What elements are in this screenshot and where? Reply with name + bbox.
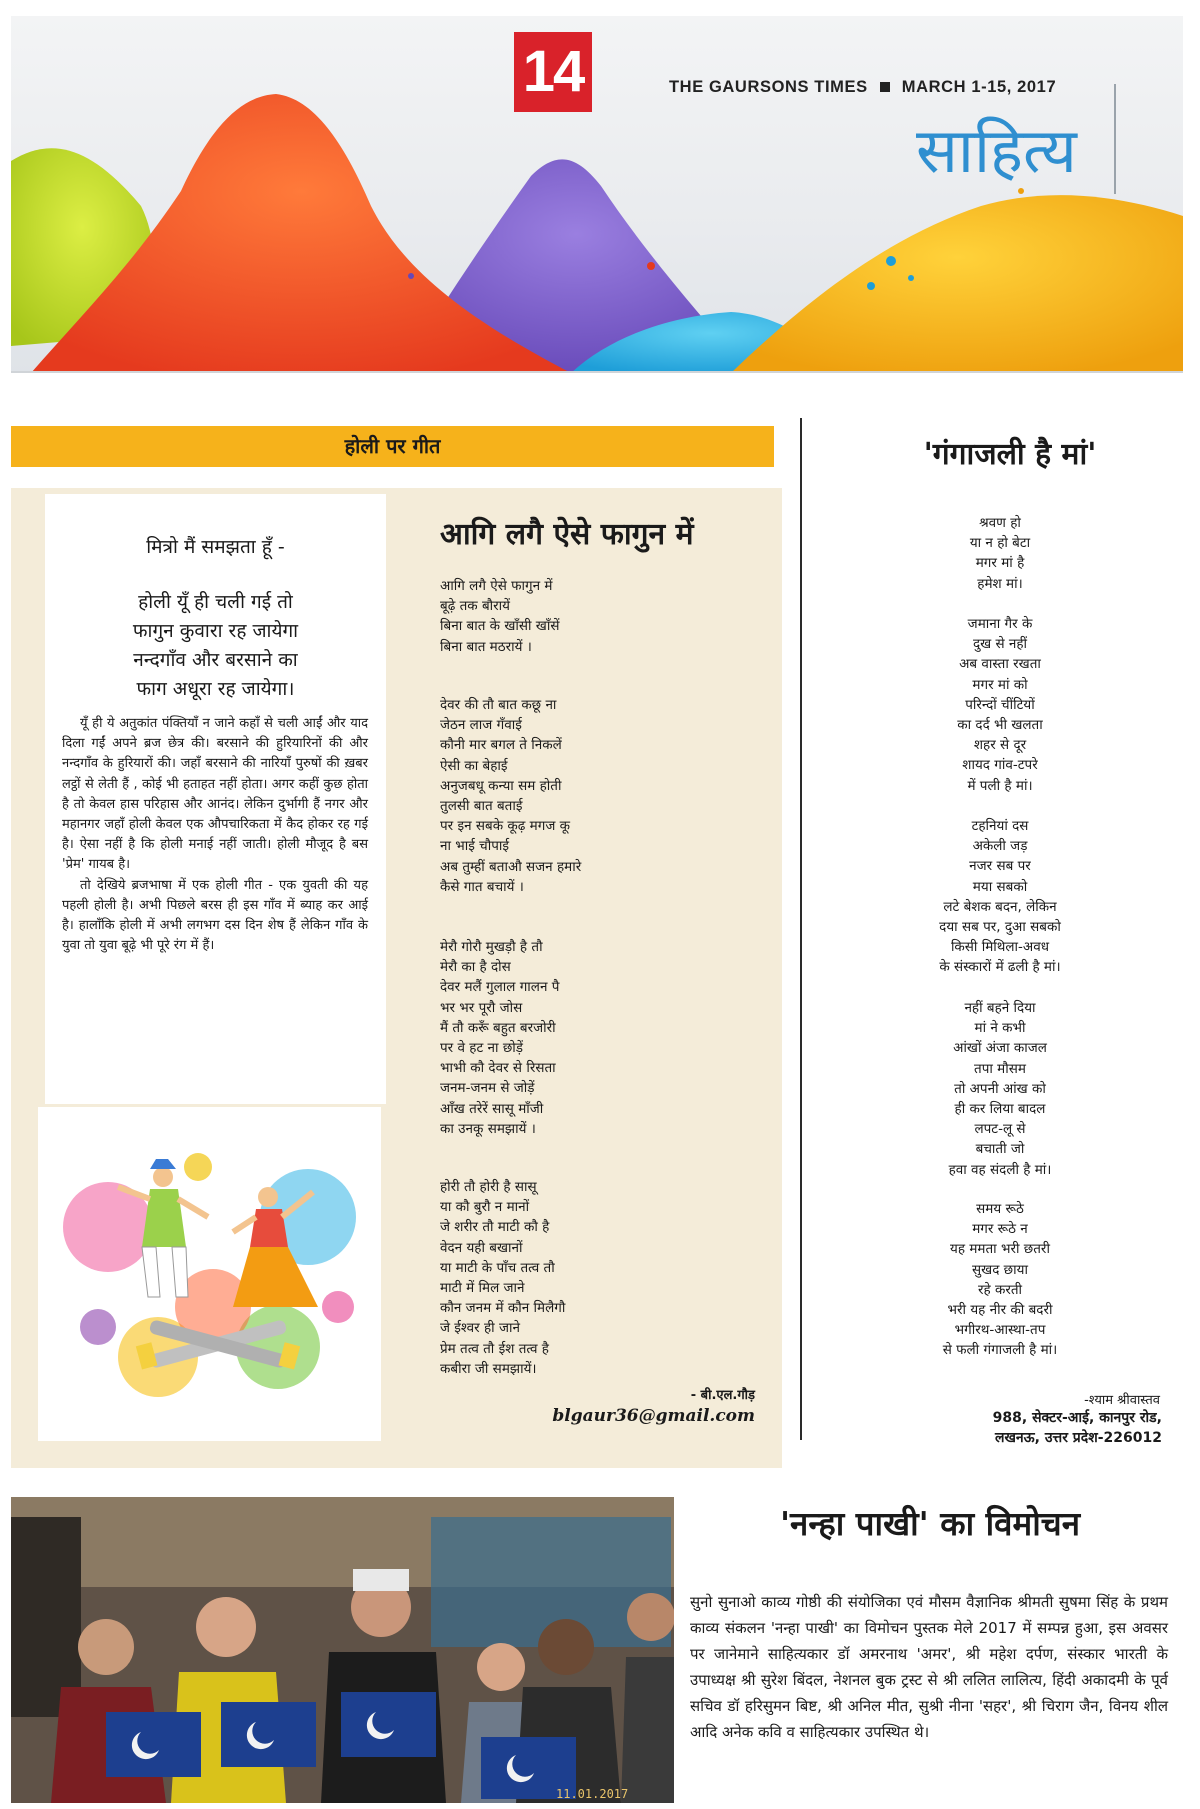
poem-line: बिना बात के खाँसी खाँसें bbox=[440, 618, 560, 635]
masthead-rule bbox=[1114, 84, 1116, 194]
poem-line: या माटी के पाँच तत्व तौ bbox=[440, 1259, 555, 1276]
article-title: 'नन्हा पाखी' का विमोचन bbox=[779, 1504, 1081, 1543]
poem-line: पर इन सबके कूढ़ मगज कू bbox=[440, 818, 570, 835]
poem-line: अब वास्ता रखता bbox=[959, 656, 1041, 673]
poem-line: मेरौ गोरौ मुखड़ौ है तौ bbox=[440, 939, 543, 955]
poem-line: कबीरा जी समझायें। bbox=[440, 1360, 537, 1377]
poem-line: अब तुम्हीं बताऔ सजन हमारे bbox=[440, 858, 582, 875]
poem-stanza bbox=[440, 1177, 760, 1379]
poem-line: नजर सब पर bbox=[969, 858, 1031, 875]
verse-line: नन्दगाँव और बरसाने का bbox=[133, 649, 298, 671]
poem-line: का दर्द भी खलता bbox=[957, 717, 1043, 734]
poem-line: परिन्दों चींटियों bbox=[965, 696, 1035, 713]
verse-line: फागुन कुवारा रह जायेगा bbox=[132, 620, 299, 642]
header-banner bbox=[11, 16, 1183, 373]
poem-line: आंखों अंजा काजल bbox=[953, 1040, 1047, 1057]
masthead bbox=[669, 78, 1056, 97]
poem-line: आँख तरेरें सासू माँजी bbox=[440, 1100, 544, 1117]
poem-line: बिना बात मठरायें । bbox=[440, 638, 532, 655]
holi-banner bbox=[11, 426, 774, 467]
poem-line: से फली गंगाजली है मां। bbox=[942, 1342, 1058, 1359]
poem-line: नहीं बहने दिया bbox=[964, 1000, 1036, 1016]
poem-line: वेदन यही बखानों bbox=[440, 1239, 523, 1256]
author-email: blgaur36@gmail.com bbox=[552, 1406, 755, 1426]
intro-verse bbox=[45, 588, 386, 704]
poem-line: भगीरथ-आस्था-तप bbox=[954, 1322, 1046, 1339]
poem-line: मैं तौ करूँ बहुत बरजोरी bbox=[440, 1019, 556, 1036]
dancers-art-image bbox=[38, 1107, 381, 1441]
poem-line: या कौ बुरौ न मानों bbox=[440, 1199, 530, 1216]
poem-line: अनुजबधू कन्या सम होती bbox=[440, 777, 562, 794]
poem-line: बूढ़े तक बौरायें bbox=[440, 598, 511, 615]
ganga-stanza bbox=[880, 614, 1120, 796]
poem-line: मां ने कभी bbox=[974, 1020, 1026, 1037]
poem-line: लपट-लू से bbox=[974, 1121, 1026, 1138]
book-cover-icon bbox=[221, 1702, 316, 1767]
poem-line: दुख से नहीं bbox=[972, 636, 1028, 653]
holi-dancers-illustration bbox=[38, 1107, 381, 1441]
poem-line: ना भाई चौपाई bbox=[440, 838, 510, 855]
poem-line: के संस्कारों में ढली है मां। bbox=[939, 959, 1061, 976]
poem-line: भर भर पूरौ जोस bbox=[440, 999, 523, 1016]
intro-paragraph: तो देखिये ब्रजभाषा में एक होली गीत - एक युवती की यह पहली होली है। अभी पिछले बरस ही इस गाँव में ब्याह कर आई है। हालाँकि होली में अभी लगभग दस दिन शेष हैं लेकिन गाँव के युवा तो युवा बूढ़े भी पूरे रंग में हैं। bbox=[62, 877, 368, 954]
page-number: 14 bbox=[514, 32, 592, 112]
poem-title: आगि लगै ऐसे फागुन में bbox=[440, 517, 694, 552]
poem-line: कौनी मार बगल ते निकलें bbox=[440, 737, 562, 754]
poem-line: का उनकू समझायें । bbox=[440, 1120, 536, 1137]
poem-line: मगर मां को bbox=[972, 676, 1028, 693]
ganga-stanza bbox=[880, 1199, 1120, 1361]
book-cover-icon bbox=[106, 1712, 201, 1777]
poem-stanza bbox=[440, 576, 760, 657]
issue-date: MARCH 1-15, 2017 bbox=[901, 78, 1057, 96]
poem-line: होरी तौ होरी है सासू bbox=[440, 1179, 537, 1195]
article-body: सुनो सुनाओ काव्य गोष्ठी की संयोजिका एवं मौसम वैज्ञानिक श्रीमती सुषमा सिंह के प्रथम काव्य संकलन 'नन्हा पाखी' का विमोचन पुस्तक मेले 2017 में सम्पन्न हुआ, इस अवसर पर जानेमाने साहित्यकार डॉ अमरनाथ 'अमर', श्री महेश दर्पण, संस्कार भारती के उपाध्यक्ष श्री सुरेश बिंदल, नेशनल बुक ट्रस्ट से श्री ललित लालित्य, हिंदी अकादमी के पूर्व सचिव डॉ हरिसुमन बिष्ट, श्री अनिल मीत, सुश्री नीना 'सहर', श्री चिराग जैन, विनय शील आदि अनेक कवि व साहित्यकार उपस्थित थे। bbox=[690, 1593, 1168, 1741]
poem-line: या न हो बेटा bbox=[969, 535, 1031, 552]
poem-line: तपा मौसम bbox=[974, 1060, 1026, 1077]
poem-line: देवर मलैं गुलाल गालन पै bbox=[440, 979, 560, 996]
poem-line: जमाना गैर के bbox=[967, 616, 1033, 632]
intro-title: मित्रो मैं समझता हूँ - bbox=[146, 536, 285, 558]
poem-line: माटी में मिल जाने bbox=[440, 1280, 525, 1297]
poem-line: हमेश मां। bbox=[977, 575, 1023, 592]
poem-line: देवर की तौ बात कछू ना bbox=[440, 697, 557, 713]
book-cover-icon bbox=[341, 1692, 436, 1757]
ganga-author: -श्याम श्रीवास्तव bbox=[1084, 1393, 1160, 1408]
holi-banner-label: होली पर गीत bbox=[344, 434, 441, 458]
intro-paragraph: यूँ ही ये अतुकांत पंक्तियाँ न जाने कहाँ से चली आईं और याद दिला गईं अपने ब्रज छेत्र की। बरसाने की हुरियारिनों की और नन्दगाँव के हुरियारों की। जहाँ बरसाने की नारियाँ पुरुषों की ख़बर लट्ठों से लेती हैं , कोई भी हताहत नहीं होता। अगर कहीं कुछ होता है तो केवल हास परिहास और आनंद। लेकिन दुर्भागी हैं नगर और महानगर जहाँ होली केवल एक औपचारिकता में कैद होकर रह गई है। ऐसा नहीं है कि होली मनाई नहीं जाती। होली मौजूद है बस 'प्रेम' गायब है। bbox=[62, 716, 368, 873]
poem-line: शहर से दूर bbox=[973, 737, 1027, 754]
poem-line: बचाती जो bbox=[975, 1141, 1025, 1158]
holi-color-powder-image bbox=[11, 16, 1183, 373]
intro-body bbox=[62, 714, 368, 956]
poem-line: रहे करती bbox=[977, 1281, 1023, 1298]
poem-line: मगर मां है bbox=[975, 555, 1025, 572]
poem-line: जे शरीर तौ माटी कौ है bbox=[440, 1219, 550, 1236]
ganga-address bbox=[900, 1408, 1162, 1448]
poem-author: - बी.एल.गौड़ bbox=[690, 1388, 755, 1403]
photo-timestamp: 11.01.2017 bbox=[556, 1787, 629, 1801]
ganga-stanza bbox=[880, 816, 1120, 978]
poem-line: श्रवण हो bbox=[979, 515, 1021, 531]
launch-photo-image bbox=[11, 1497, 674, 1803]
column-divider bbox=[800, 418, 802, 1440]
poem-line: जनम-जनम से जोड़ें bbox=[440, 1080, 535, 1097]
poem-line: प्रेम तत्व तौ ईश तत्व है bbox=[440, 1340, 549, 1357]
poem-line: तो अपनी आंख को bbox=[954, 1080, 1046, 1097]
poem-line: किसी मिथिला-अवध bbox=[950, 939, 1050, 956]
poem-line: ही कर लिया बादल bbox=[954, 1101, 1046, 1118]
person-6-icon bbox=[621, 1593, 674, 1803]
poem-line: कौन जनम में कौन मिलैगौ bbox=[440, 1300, 566, 1317]
poem-line: यह ममता भरी छतरी bbox=[950, 1241, 1050, 1258]
poem-line: शायद गांव-टपरे bbox=[962, 757, 1038, 774]
separator-square-icon bbox=[880, 82, 890, 92]
poem-line: में पली है मां। bbox=[967, 777, 1033, 794]
poem-line: पर वे हट ना छोड़ें bbox=[440, 1040, 524, 1057]
poem-line: तुलसी बात बताई bbox=[440, 798, 523, 815]
poem-line: टहनियां दस bbox=[971, 818, 1029, 834]
ganga-stanza bbox=[880, 513, 1120, 594]
poem-line: आगि लगै ऐसे फागुन में bbox=[440, 578, 553, 594]
poem-stanza bbox=[440, 937, 760, 1139]
verse-line: होली यूँ ही चली गई तो bbox=[138, 591, 293, 613]
address-line: 988, सेक्टर-आई, कानपुर रोड, bbox=[992, 1410, 1162, 1426]
poem-line: लटे बेशक बदन, लेकिन bbox=[943, 898, 1057, 915]
publication-name: THE GAURSONS TIMES bbox=[669, 78, 868, 96]
poem-line: जेठन लाज गँवाई bbox=[440, 717, 522, 734]
poem-line: अकेली जड़ bbox=[972, 838, 1028, 855]
poem-line: हवा वह संदली है मां। bbox=[948, 1161, 1052, 1178]
poem-line: कैसे गात बचायें । bbox=[440, 878, 524, 895]
poem-line: मगर रूठे न bbox=[972, 1221, 1028, 1238]
ganga-poem-title: 'गंगाजली है मां' bbox=[923, 437, 1097, 472]
verse-line: फाग अधूरा रह जायेगा। bbox=[136, 678, 295, 700]
ganga-stanza bbox=[880, 998, 1120, 1180]
section-title: साहित्य bbox=[916, 114, 1077, 187]
poem-line: सुखद छाया bbox=[972, 1261, 1028, 1278]
address-line: लखनऊ, उत्तर प्रदेश-226012 bbox=[994, 1430, 1162, 1446]
poem-line: दया सब पर, दुआ सबको bbox=[939, 919, 1061, 936]
poem-line: भाभी कौ देवर से रिसता bbox=[440, 1060, 556, 1077]
poem-line: मया सबको bbox=[972, 878, 1028, 895]
poem-line: ऐसी का बेहाई bbox=[440, 757, 508, 774]
poem-line: समय रूठे bbox=[976, 1201, 1024, 1217]
poem-line: जे ईश्वर ही जाने bbox=[440, 1320, 520, 1337]
poem-line: मेरौ का है दोस bbox=[440, 959, 511, 976]
poem-line: भरी यह नीर की बदरी bbox=[947, 1302, 1053, 1319]
book-launch-photo bbox=[11, 1497, 674, 1803]
poem-stanza bbox=[440, 695, 760, 897]
